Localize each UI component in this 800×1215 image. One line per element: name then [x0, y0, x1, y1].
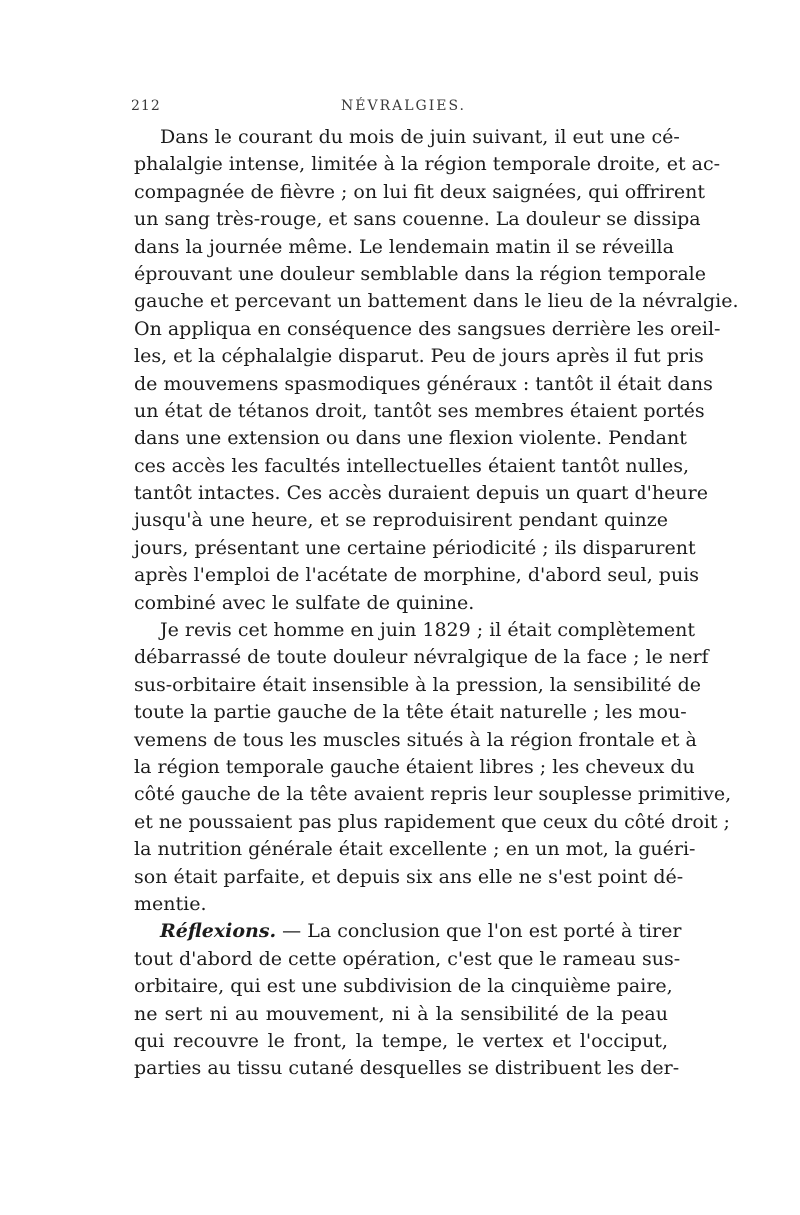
page-number: 212	[131, 98, 161, 114]
text-line: orbitaire, qui est une subdivision de la cinquième paire,	[134, 975, 673, 998]
text-line: la région temporale gauche étaient libres ; les cheveux du	[134, 755, 695, 778]
reflexions-line	[134, 918, 682, 945]
body-text	[134, 124, 739, 1083]
text-line: parties au tissu cutané desquelles se distribuent les der-	[134, 1057, 680, 1080]
text-line: éprouvant une douleur semblable dans la région temporale	[134, 262, 706, 285]
text-line: Dans le courant du mois de juin suivant, il eut une cé-	[160, 126, 680, 148]
text-line: un sang très-rouge, et sans couenne. La douleur se dissipa	[134, 208, 701, 231]
text-line: de mouvemens spasmodiques généraux : tantôt il était dans	[134, 372, 713, 395]
text-line: les, et la céphalalgie disparut. Peu de jours après il fut pris	[134, 345, 704, 368]
reflexions-heading: Réflexions.	[160, 920, 277, 943]
text-line: phalalgie intense, limitée à la région temporale droite, et ac-	[134, 153, 721, 176]
text-line: jours, présentant une certaine périodicité ; ils disparurent	[134, 536, 696, 559]
text-line: débarrassé de toute douleur névralgique de la face ; le nerf	[134, 646, 709, 669]
text-line: qui recouvre le front, la tempe, le vertex et l'occiput,	[134, 1029, 668, 1052]
text-line: ne sert ni au mouvement, ni à la sensibilité de la peau	[134, 1002, 668, 1025]
text-line: vemens de tous les muscles situés à la région frontale et à	[134, 728, 697, 751]
text-line: toute la partie gauche de la tête était naturelle ; les mou-	[134, 701, 687, 724]
text-line: mentie.	[134, 892, 207, 915]
text-line: un état de tétanos droit, tantôt ses membres étaient portés	[134, 399, 705, 422]
text-line: Je revis cet homme en juin 1829 ; il était complètement	[160, 619, 695, 642]
text-line: sus-orbitaire était insensible à la pression, la sensibilité de	[134, 673, 702, 696]
reflexions-text: — La conclusion que l'on est porté à tirer	[282, 920, 682, 943]
text-line: On appliqua en conséquence des sangsues derrière les oreil-	[134, 317, 721, 340]
text-line: et ne poussaient pas plus rapidement que ceux du côté droit ;	[134, 810, 730, 833]
text-line: tout d'abord de cette opération, c'est que le rameau sus-	[134, 947, 681, 970]
text-line: son était parfaite, et depuis six ans elle ne s'est point dé-	[134, 865, 684, 888]
text-line: dans une extension ou dans une flexion violente. Pendant	[134, 427, 687, 450]
text-line: ces accès les facultés intellectuelles étaient tantôt nulles,	[134, 454, 689, 477]
running-head	[131, 98, 671, 120]
text-line: après l'emploi de l'acétate de morphine, d'abord seul, puis	[134, 564, 700, 587]
text-line: dans la journée même. Le lendemain matin il se réveilla	[134, 235, 674, 258]
text-line: compagnée de fièvre ; on lui fit deux saignées, qui offrirent	[134, 180, 705, 203]
text-line: tantôt intactes. Ces accès duraient depuis un quart d'heure	[134, 482, 708, 505]
text-line: combiné avec le sulfate de quinine.	[134, 591, 475, 614]
running-title: NÉVRALGIES.	[341, 98, 467, 114]
text-line: la nutrition générale était excellente ; en un mot, la guéri-	[134, 838, 696, 861]
text-line: côté gauche de la tête avaient repris leur souplesse primitive,	[134, 783, 732, 806]
text-line: jusqu'à une heure, et se reproduisirent pendant quinze	[134, 509, 668, 532]
text-line: gauche et percevant un battement dans le lieu de la névralgie.	[134, 290, 739, 313]
